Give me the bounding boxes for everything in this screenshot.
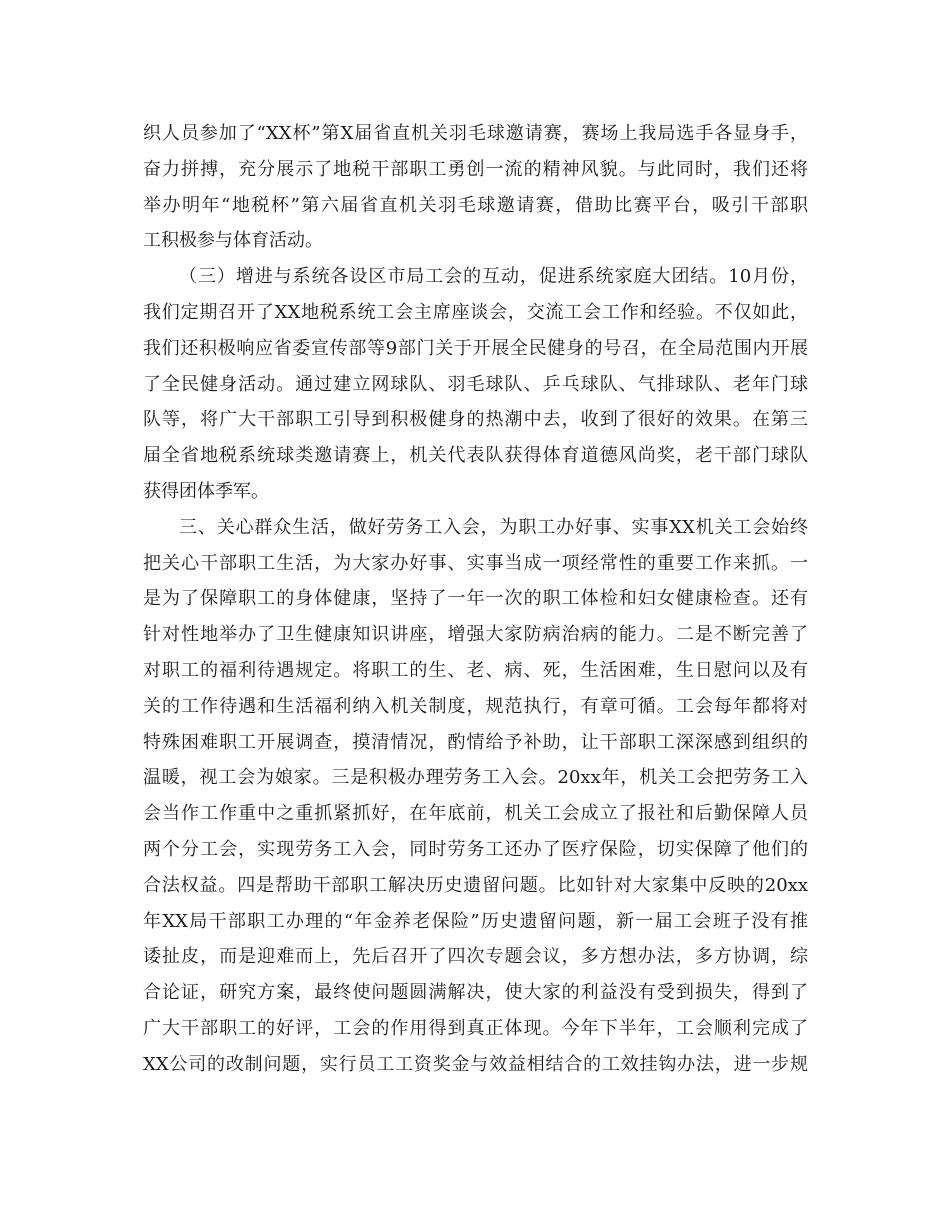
text-line: 两个分工会，实现劳务工入会，同时劳务工还办了医疗保险，切实保障了他们的 bbox=[143, 838, 808, 860]
text-line: 届全省地税系统球类邀请赛上，机关代表队获得体育道德风尚奖，老干部门球队 bbox=[143, 445, 808, 467]
text-line: （三）增进与系统各设区市局工会的互动，促进系统家庭大团结。10月份， bbox=[179, 266, 808, 288]
text-line: 特殊困难职工开展调查，摸清情况，酌情给予补助，让干部职工深深感到组织的 bbox=[143, 731, 808, 753]
text-line: 对职工的福利待遇规定。将职工的生、老、病、死，生活困难，生日慰问以及有 bbox=[143, 659, 808, 681]
text-line: 诿扯皮，而是迎难而上，先后召开了四次专题会议，多方想办法，多方协调，综 bbox=[143, 946, 808, 968]
text-line: 针对性地举办了卫生健康知识讲座，增强大家防病治病的能力。二是不断完善了 bbox=[143, 624, 808, 646]
text-line: 我们还积极响应省委宣传部等9部门关于开展全民健身的号召，在全局范围内开展 bbox=[143, 337, 808, 359]
text-line: 广大干部职工的好评，工会的作用得到真正体现。今年下半年，工会顺利完成了 bbox=[143, 1017, 808, 1039]
text-line: 把关心干部职工生活，为大家办好事、实事当成一项经常性的重要工作来抓。一 bbox=[143, 552, 808, 574]
text-line: 了全民健身活动。通过建立网球队、羽毛球队、乒乓球队、气排球队、老年门球 bbox=[143, 373, 808, 395]
text-line: 年XX局干部职工办理的“年金养老保险”历史遗留问题，新一届工会班子没有推 bbox=[143, 910, 808, 932]
text-line: 温暖，视工会为娘家。三是积极办理劳务工入会。20xx年，机关工会把劳务工入 bbox=[143, 767, 808, 789]
text-line: 获得团体季军。 bbox=[143, 480, 269, 502]
text-line: 织人员参加了“XX杯”第X届省直机关羽毛球邀请赛，赛场上我局选手各显身手， bbox=[143, 123, 808, 144]
body-text bbox=[143, 116, 808, 1083]
text-line: 工积极参与体育活动。 bbox=[143, 230, 323, 252]
text-line: 合论证，研究方案，最终使问题圆满解决，使大家的利益没有受到损失，得到了 bbox=[143, 982, 808, 1004]
text-line: 队等，将广大干部职工引导到积极健身的热潮中去，收到了很好的效果。在第三 bbox=[143, 409, 808, 431]
text-line: 合法权益。四是帮助干部职工解决历史遗留问题。比如针对大家集中反映的20xx bbox=[143, 874, 808, 896]
text-line: 举办明年“地税杯”第六届省直机关羽毛球邀请赛，借助比赛平台，吸引干部职 bbox=[143, 194, 808, 216]
text-line: XX公司的改制问题，实行员工工资奖金与效益相结合的工效挂钩办法，进一步规 bbox=[143, 1053, 808, 1075]
text-line: 奋力拼搏，充分展示了地税干部职工勇创一流的精神风貌。与此同时，我们还将 bbox=[143, 158, 808, 180]
text-line: 是为了保障职工的身体健康，坚持了一年一次的职工体检和妇女健康检查。还有 bbox=[143, 588, 808, 610]
text-line: 关的工作待遇和生活福利纳入机关制度，规范执行，有章可循。工会每年都将对 bbox=[143, 695, 808, 717]
text-line: 会当作工作重中之重抓紧抓好，在年底前，机关工会成立了报社和后勤保障人员 bbox=[143, 803, 808, 825]
text-line: 我们定期召开了XX地税系统工会主席座谈会，交流工会工作和经验。不仅如此， bbox=[143, 301, 808, 323]
text-line: 三、关心群众生活，做好劳务工入会，为职工办好事、实事XX机关工会始终 bbox=[179, 516, 808, 538]
